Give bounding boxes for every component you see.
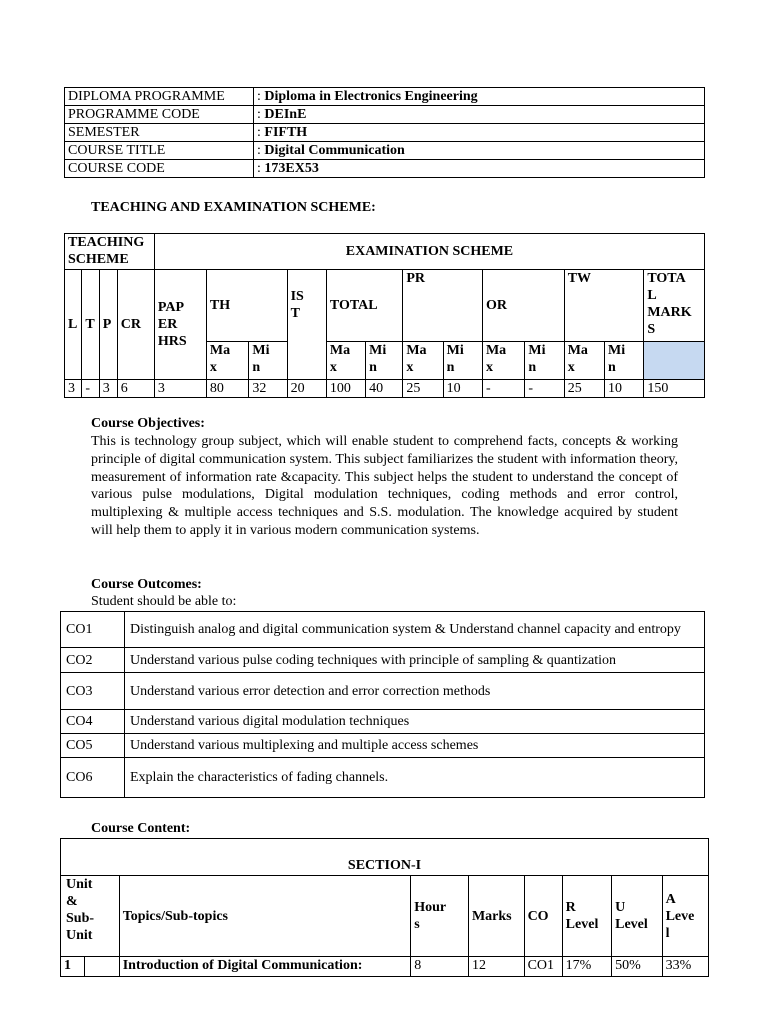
a-level-header: A Leve l [662,876,708,957]
programme-info-table [64,87,705,178]
content-table [60,838,709,977]
value-cr: 6 [117,380,154,398]
u-level-value: 50% [612,957,662,977]
value-total-min: 40 [366,380,403,398]
info-row [65,106,705,124]
value-ist: 20 [287,380,326,398]
examination-scheme-header: EXAMINATION SCHEME [154,234,704,270]
value-t: - [82,380,99,398]
info-value: : Diploma in Electronics Engineering [254,88,705,106]
col-total-marks: TOTA L MARK S [644,270,705,342]
info-label: COURSE CODE [65,160,254,178]
value-or-min: - [525,380,564,398]
col-paper-hrs: PAP ER HRS [154,270,206,380]
total-max-header: Ma x [326,342,365,380]
r-level-header: R Level [562,876,611,957]
info-value: : DEInE [254,106,705,124]
col-ist: IS T [287,270,326,380]
scheme-values-row [65,380,705,398]
col-cr: CR [117,270,154,380]
outcome-id: CO6 [61,758,125,798]
u-level-header: U Level [612,876,662,957]
value-tw-min: 10 [605,380,644,398]
outcome-row [61,612,705,648]
outcome-row [61,710,705,734]
outcome-id: CO1 [61,612,125,648]
col-or: OR [482,270,564,342]
tw-max-header: Ma x [564,342,604,380]
info-value: : Digital Communication [254,142,705,160]
a-level-value: 33% [662,957,708,977]
outcome-id: CO4 [61,710,125,734]
total-marks-shaded-cell [644,342,705,380]
col-l: L [65,270,82,380]
outcome-text: Understand various pulse coding techniques with principle of sampling & quantization [125,648,705,673]
topic-title: Introduction of Digital Communication: [119,957,411,977]
pr-min-header: Mi n [443,342,482,380]
outcome-text: Understand various multiplexing and multiple access schemes [125,734,705,758]
outcome-text: Explain the characteristics of fading channels. [125,758,705,798]
info-value: : FIFTH [254,124,705,142]
marks-value: 12 [468,957,524,977]
content-heading: Course Content: [91,821,191,836]
outcomes-heading: Course Outcomes: [91,577,202,592]
value-l: 3 [65,380,82,398]
objectives-heading: Course Objectives: [91,416,205,431]
outcome-id: CO3 [61,673,125,710]
value-th-max: 80 [206,380,248,398]
outcome-text: Understand various digital modulation techniques [125,710,705,734]
marks-header: Marks [468,876,524,957]
co-value: CO1 [524,957,562,977]
th-max-header: Ma x [206,342,248,380]
info-value: : 173EX53 [254,160,705,178]
value-tw-max: 25 [564,380,604,398]
outcomes-intro: Student should be able to: [91,594,237,609]
content-row [61,957,709,977]
info-label: DIPLOMA PROGRAMME [65,88,254,106]
info-row [65,88,705,106]
info-label: COURSE TITLE [65,142,254,160]
r-level-value: 17% [562,957,611,977]
scheme-heading: TEACHING AND EXAMINATION SCHEME: [91,200,376,215]
or-max-header: Ma x [482,342,524,380]
hours-header: Hour s [411,876,469,957]
outcome-row [61,758,705,798]
sub-unit [84,957,119,977]
value-total-max: 100 [326,380,365,398]
outcome-text: Distinguish analog and digital communication system & Understand channel capacity and entropy [125,612,705,648]
col-pr: PR [403,270,483,342]
outcome-id: CO2 [61,648,125,673]
info-row [65,124,705,142]
or-min-header: Mi n [525,342,564,380]
total-min-header: Mi n [366,342,403,380]
co-header: CO [524,876,562,957]
value-or-max: - [482,380,524,398]
value-pr-max: 25 [403,380,443,398]
col-th: TH [206,270,287,342]
value-pr-min: 10 [443,380,482,398]
col-total: TOTAL [326,270,402,342]
value-paper-hrs: 3 [154,380,206,398]
value-th-min: 32 [249,380,287,398]
pr-max-header: Ma x [403,342,443,380]
teaching-scheme-header: TEACHING SCHEME [65,234,155,270]
tw-min-header: Mi n [605,342,644,380]
scheme-table [64,233,705,398]
unit-header: Unit & Sub- Unit [61,876,120,957]
col-tw: TW [564,270,644,342]
info-row [65,160,705,178]
topics-header: Topics/Sub-topics [119,876,411,957]
outcome-text: Understand various error detection and error correction methods [125,673,705,710]
col-p: P [99,270,117,380]
hours-value: 8 [411,957,469,977]
th-min-header: Mi n [249,342,287,380]
outcome-row [61,648,705,673]
value-total-marks: 150 [644,380,705,398]
section-title: SECTION-I [61,839,709,876]
outcomes-table [60,611,705,798]
unit-number: 1 [61,957,85,977]
outcome-row [61,673,705,710]
outcome-row [61,734,705,758]
col-t: T [82,270,99,380]
info-row [65,142,705,160]
outcome-id: CO5 [61,734,125,758]
value-p: 3 [99,380,117,398]
objectives-paragraph: This is technology group subject, which will enable student to comprehend facts, concepts & working principle of digital communication system. This subject familiarizes the student with information theory, measurement of information rate &capacity. This subject helps the student to understand the concept of various pulse modulations, Digital modulation techniques, coding methods and error control, multiplexing & multiple access techniques and S.S. modulation. The knowledge acquired by student will help them to apply it in various modern communication systems. [91,434,678,538]
info-label: PROGRAMME CODE [65,106,254,124]
info-label: SEMESTER [65,124,254,142]
